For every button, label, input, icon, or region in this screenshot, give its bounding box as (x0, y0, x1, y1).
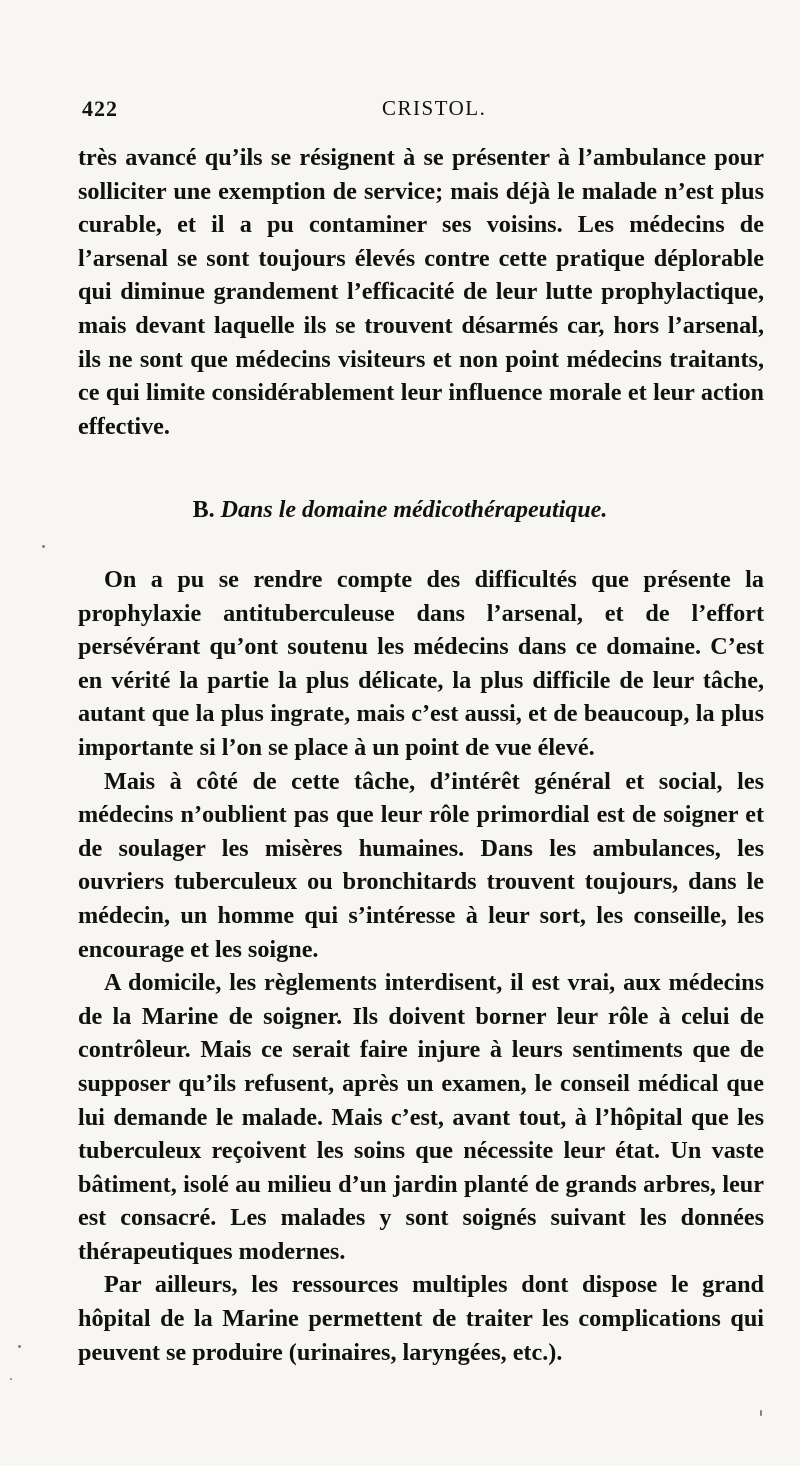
section-heading (0, 497, 800, 524)
page-header (82, 96, 718, 126)
paragraph: A domicile, les règlements interdisent, il est vrai, aux médecins de la Marine de soigner. Ils doivent borner leur rôle à celui de contrôleur. Mais ce serait faire injure à leurs sentiments que de supposer qu’ils refusent, après un examen, le conseil médical que lui demande le malade. Mais c’est, avant tout, à l’hôpital que les tuberculeux reçoivent les soins que nécessite leur état. Un vaste bâtiment, isolé au milieu d’un jardin planté de grands arbres, leur est consacré. Les malades y sont soignés suivant les données thérapeutiques modernes. (78, 969, 764, 1265)
page-number: 422 (82, 96, 118, 121)
scan-speck (760, 1410, 762, 1416)
paragraph: Mais à côté de cette tâche, d’intérêt général et social, les médecins n’oublient pas que leur rôle primordial est de soigner et de soulager les misères humaines. Dans les ambulances, les ouvriers tuberculeux ou bronchitards trouvent toujours, dans le médecin, un homme qui s’intéresse à leur sort, les conseille, les encourage et les soigne. (78, 767, 764, 963)
running-head: CRISTOL. (382, 96, 487, 120)
paragraph: Par ailleurs, les ressources multiples dont dispose le grand hôpital de la Marine permettent de traiter les complications qui peuvent se produire (urinaires, laryngées, etc.). (78, 1271, 764, 1366)
scan-speck (10, 1378, 12, 1380)
paragraph: On a pu se rendre compte des difficultés que présente la prophylaxie antituberculeuse dans l’arsenal, et de l’effort persévérant qu’ont soutenu les médecins dans ce domaine. C’est en vérité la partie la plus délicate, la plus difficile de leur tâche, autant que la plus ingrate, mais c’est aussi, et de beaucoup, la plus importante si l’on se place à un point de vue élevé. (78, 566, 764, 761)
section-letter: B. (192, 497, 215, 523)
section-title: Dans le domaine médicothérapeutique. (220, 497, 608, 523)
scan-speck (18, 1345, 21, 1348)
body-text-block (78, 563, 764, 1369)
intro-paragraph: très avancé qu’ils se résignent à se présenter à l’ambulance pour solliciter une exemption de service; mais déjà le malade n’est plus curable, et il a pu contaminer ses voisins. Les médecins de l’arsenal se sont toujours élevés contre cette pratique déplorable qui diminue grandement l’efficacité de leur lutte prophylactique, mais devant laquelle ils se trouvent désarmés car, hors l’arsenal, ils ne sont que médecins visiteurs et non point médecins traitants, ce qui limite considérablement leur influence morale et leur action effective. (78, 144, 764, 440)
scan-speck (42, 545, 45, 548)
intro-text-block (78, 141, 764, 443)
